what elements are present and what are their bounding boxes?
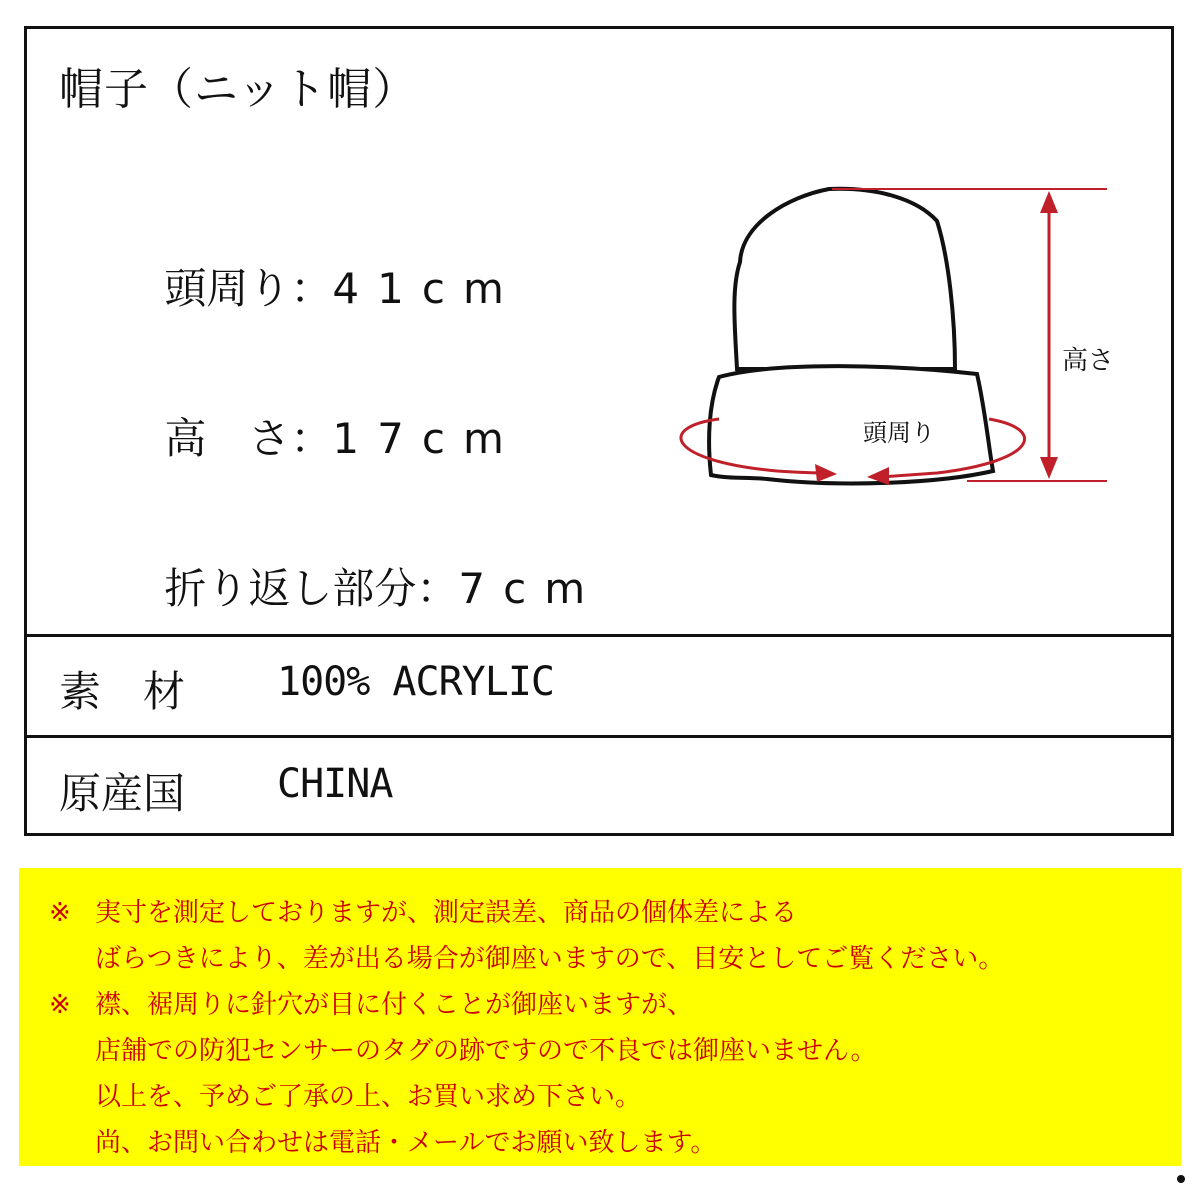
notice-line [19,890,1181,936]
notice-line [19,1120,1181,1166]
measurement-label: 高 さ： [164,414,333,463]
notice-box [19,868,1181,1166]
measurement-height [111,357,522,515]
hat-crown [734,189,955,369]
note-text: 襟、裾周りに針穴が目に付くことが御座いますが、 [95,990,694,1020]
note-mark: ※ [49,990,71,1020]
notice-line [19,1074,1181,1120]
height-arrow-bottom [1040,457,1058,479]
divider [27,634,1171,637]
note-text: 実寸を測定しておりますが、測定誤差、商品の個体差による [95,898,798,928]
product-title: 帽子（ニット帽） [59,64,418,115]
divider [27,735,1171,738]
hat-diagram [637,179,1117,543]
origin-label: 原産国 [59,769,186,818]
knit-hat-icon [637,179,1117,539]
origin-value: CHINA [277,761,393,807]
note-mark: ※ [49,898,71,928]
measurement-value: 17cm [332,414,522,463]
notice-line [19,936,1181,982]
spec-table [24,26,1174,836]
material-label: 素 材 [59,667,186,716]
material-value: 100% ACRYLIC [277,659,554,705]
measurement-label: 頭周り： [164,264,333,313]
circumference-label: 頭周り [863,419,935,447]
measurement-value: 41cm [332,264,522,313]
notice-line [19,982,1181,1028]
corner-dot [1177,1175,1185,1183]
note-text: ばらつきにより、差が出る場合が御座いますので、目安としてご覧ください。 [95,944,1005,974]
height-arrow-top [1040,191,1058,213]
measurement-cuff [111,507,603,665]
measurement-label: 折り返し部分： [164,564,459,613]
note-text: 尚、お問い合わせは電話・メールでお願い致します。 [95,1128,717,1158]
measurement-circumference [111,207,522,365]
hat-cuff [709,366,993,483]
notice-line [19,1028,1181,1074]
measurement-value: 7cm [458,564,604,613]
note-text: 店舗での防犯センサーのタグの跡ですので不良では御座いません。 [95,1036,877,1066]
note-text: 以上を、予めご了承の上、お買い求め下さい。 [95,1082,642,1112]
height-label: 高さ [1062,346,1115,376]
